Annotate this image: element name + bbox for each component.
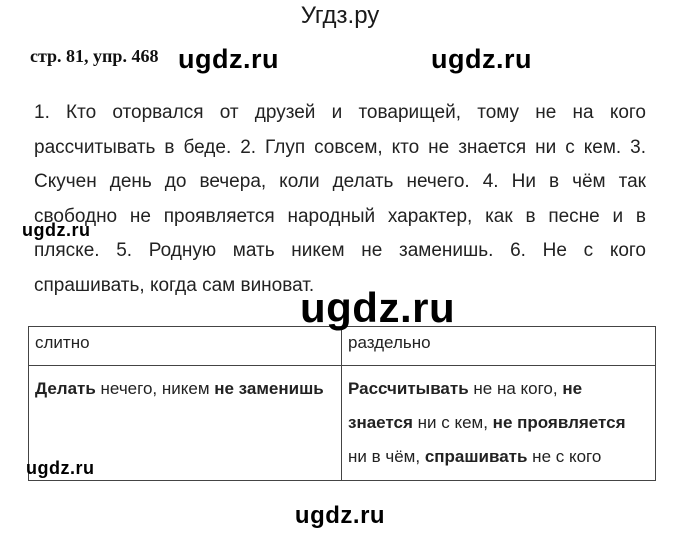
watermark-footer: ugdz.ru [294, 502, 386, 529]
answer-table [28, 326, 656, 481]
watermark: ugdz.ru [26, 458, 95, 478]
table-row [29, 366, 656, 481]
plain-text: не на кого, [468, 379, 563, 398]
cell-separate [342, 366, 656, 481]
table-header-row [29, 327, 656, 366]
header-merged: слитно [29, 327, 342, 366]
plain-text: ни в чём, [348, 447, 425, 466]
page-heading: стр. 81, упр. 468 [30, 46, 159, 66]
bold-word: не знается [348, 379, 583, 432]
bold-word: не проявляется [492, 413, 626, 432]
plain-text: нечего, никем [95, 379, 215, 398]
bold-word: Рассчитывать [348, 379, 469, 398]
bold-word: спрашивать [424, 447, 528, 466]
bold-word: не заменишь [214, 379, 324, 398]
bold-word: Делать [35, 379, 96, 398]
header-separate: раздельно [342, 327, 656, 366]
watermark-large: ugdz.ru [300, 284, 456, 331]
watermark: ugdz.ru [22, 220, 91, 240]
watermark: ugdz.ru [431, 44, 532, 74]
site-title: Угдз.ру [300, 2, 380, 29]
exercise-text: 1. Кто оторвался от друзей и товарищей, тому не на кого рассчитывать в беде. 2. Глуп совсем, кто не знается ни с кем. 3. Скучен день до вечера, коли делать нечего. 4. Ни в чём так свободно не проявляется народный характер, как в песне и в пляске. 5. Родную мать никем не заменишь. 6. Не с кого спрашивать, когда сам виноват. [34, 102, 646, 296]
watermark: ugdz.ru [178, 44, 279, 74]
plain-text: ни с кем, [412, 413, 493, 432]
plain-text: не с кого [527, 447, 602, 466]
